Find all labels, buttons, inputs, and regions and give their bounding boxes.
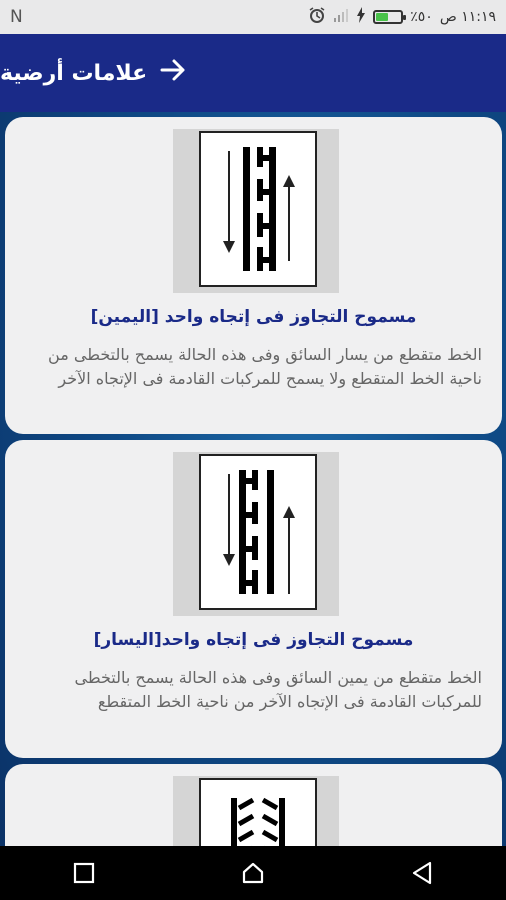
back-arrow-icon[interactable]	[155, 58, 191, 89]
list-item[interactable]	[5, 117, 502, 434]
back-triangle-icon[interactable]	[392, 853, 452, 893]
page-title: علامات أرضية	[0, 60, 148, 86]
card-description: الخط متقطع من يمين السائق وفى هذه الحالة يسمح بالتخطى للمركبات القادمة فى الإتجاه الآخر من ناحية الخط المتقطع	[74, 668, 482, 711]
battery-level	[376, 13, 388, 21]
sign-image-frame	[173, 129, 339, 293]
status-icons	[308, 6, 496, 28]
sign-image-frame	[173, 452, 339, 616]
signal-icon	[333, 8, 349, 26]
recents-icon[interactable]	[54, 853, 114, 893]
battery-percent: ٪٥٠	[410, 9, 433, 25]
list-item[interactable]	[5, 440, 502, 758]
list-item[interactable]	[5, 764, 502, 846]
road-marking-image	[199, 131, 317, 287]
home-icon[interactable]	[223, 853, 283, 893]
card-title: مسموح التجاوز فى إتجاه واحد[اليسار]	[93, 630, 414, 650]
battery-icon	[373, 10, 403, 24]
card-description: الخط متقطع من يسار السائق وفى هذه الحالة يسمح بالتخطى من ناحية الخط المتقطع ولا يسمح للمركبات القادمة فى الإتجاه الآخر	[48, 345, 482, 388]
status-bar	[0, 0, 506, 34]
sign-image-frame	[173, 776, 339, 846]
notification-icon: N	[10, 7, 23, 27]
app-bar	[0, 34, 506, 112]
signs-list[interactable]	[0, 112, 506, 846]
card-title: مسموح التجاوز فى إتجاه واحد [اليمين]	[90, 307, 417, 327]
road-marking-image	[199, 454, 317, 610]
alarm-icon	[308, 6, 326, 28]
charging-icon	[356, 7, 366, 27]
road-marking-image	[199, 778, 317, 846]
clock: ١١:١٩ ص	[439, 9, 496, 25]
navigation-bar	[0, 846, 506, 900]
